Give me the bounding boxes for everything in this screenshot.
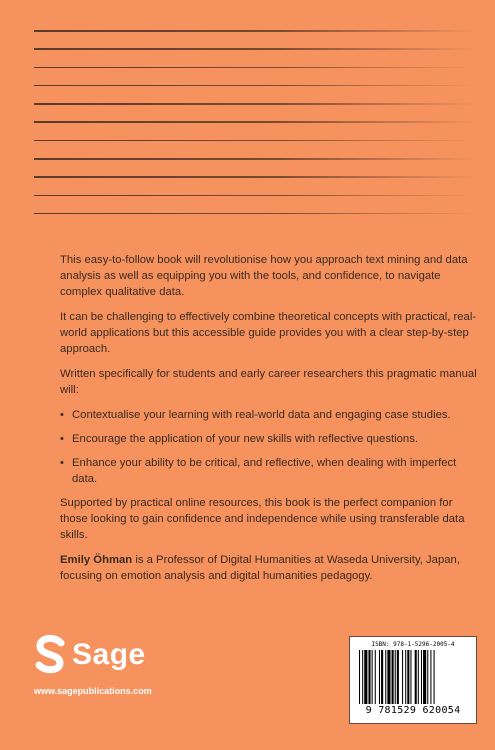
barcode-bar [418,650,419,704]
intro-paragraph: This easy-to-follow book will revolutionise how you approach text mining and data analysis as well as equipping you with the tools, and confidence, to navigate complex qualitative data. [60,254,468,298]
barcode-bar [423,650,426,704]
author-bio: is a Professor of Digital Humanities at Waseda University, Japan, focusing on emotion analysis and digital humanities pedagogy. [60,554,460,582]
audience-paragraph: Written specifically for students and early career researchers this pragmatic manual will: [60,368,477,396]
barcode-bar [359,650,360,704]
barcode-bar [385,650,386,704]
barcode-bar [421,650,422,704]
ruled-line [34,140,474,142]
ruled-line [34,103,474,105]
publisher-logo [34,634,146,676]
ruled-line [34,85,474,87]
list-item: • Enhance your ability to be critical, and reflective, when dealing with imperfect data. [60,455,480,487]
challenge-paragraph: It can be challenging to effectively combine theoretical concepts with practical, real-world applications but this accessible guide provides you with a clear step-by-step approach. [60,311,477,355]
barcode-bar [410,650,411,704]
barcode-bars [358,650,470,704]
barcode-bar [381,650,383,704]
list-item: • Contextualise your learning with real-world data and engaging case studies. [60,407,480,423]
barcode-bar [395,650,396,704]
ruled-line [34,176,474,178]
ruled-line [34,121,474,123]
barcode-bar [430,650,431,704]
sage-s-icon [34,634,66,676]
barcode-bar [392,650,394,704]
ruled-line [34,213,474,215]
author-name: Emily Öhman [60,554,133,566]
publisher-url: www.sagepublications.com [34,686,152,696]
ruled-line [34,158,474,160]
barcode-bar [407,650,409,704]
back-cover-blurb [60,252,480,593]
barcode-bar [375,650,376,704]
ruled-line [34,67,474,69]
writing-lines [34,30,474,231]
isbn-label: ISBN: 978-1-5296-2005-4 [371,641,455,648]
barcode-bar [405,650,406,704]
barcode-bar [434,650,435,704]
barcode-bar [364,650,367,704]
barcode-bar [397,650,399,704]
barcode-graphic [358,650,470,704]
barcode-bar [402,650,403,704]
barcode-bar [415,650,417,704]
barcode-bar [387,650,390,704]
barcode-bar [379,650,380,704]
isbn-number: 9 781529 620054 [365,705,461,716]
barcode-bar [368,650,370,704]
ruled-line [34,30,474,32]
isbn-barcode [349,636,477,724]
benefits-list [60,407,480,487]
ruled-line [34,195,474,197]
barcode-bar [372,650,373,704]
barcode-bar [427,650,428,704]
author-paragraph [60,552,480,584]
ruled-line [34,48,474,50]
list-item: • Encourage the application of your new skills with reflective questions. [60,431,480,447]
barcode-bar [362,650,363,704]
resources-paragraph: Supported by practical online resources, this book is the perfect companion for those looking to gain confidence and independence while using transferable data skills. [60,497,465,541]
publisher-name: Sage [72,638,146,671]
